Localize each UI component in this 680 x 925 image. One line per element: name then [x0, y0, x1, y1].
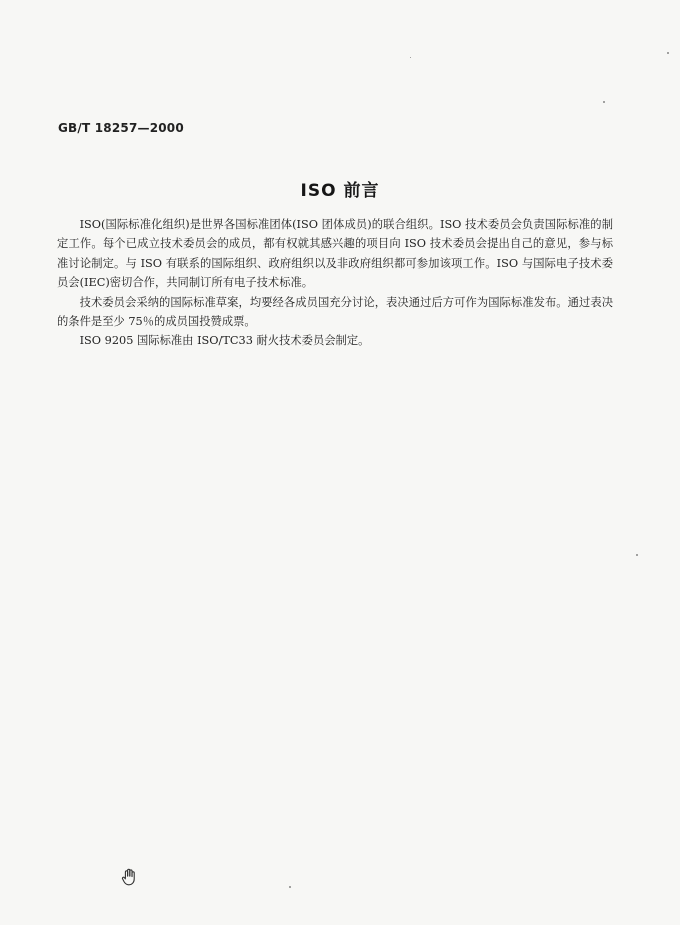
scan-speck	[667, 52, 669, 54]
scan-speck	[289, 886, 291, 888]
paragraph-voting: 技术委员会采纳的国际标准草案，均要经各成员国充分讨论，表决通过后方可作为国际标准发布。通过表决的条件是至少 75％的成员国投赞成票。	[57, 295, 613, 329]
hand-icon	[119, 866, 141, 888]
foreword-body	[57, 215, 613, 351]
page-title: ISO 前言	[300, 181, 380, 201]
scan-speck	[603, 101, 605, 103]
paragraph-iso-intro: ISO(国际标准化组织)是世界各国标准团体(ISO 团体成员)的联合组织。ISO 技术委员会负责国际标准的制定工作。每个已成立技术委员会的成员，都有权就其感兴趣的项目向 ISO 技术委员会提出自己的意见，参与标准讨论制定。与 ISO 有联系的国际组织、政府组织以及非政府组织都可参加该项工作。ISO 与国际电子技术委员会(IEC)密切合作，共同制订所有电子技术标准。	[57, 218, 613, 290]
standard-number: GB/T 18257—2000	[58, 121, 184, 135]
scan-speck	[410, 57, 411, 58]
paragraph-iso9205: ISO 9205 国际标准由 ISO/TC33 耐火技术委员会制定。	[79, 334, 370, 348]
scan-speck	[636, 554, 638, 556]
